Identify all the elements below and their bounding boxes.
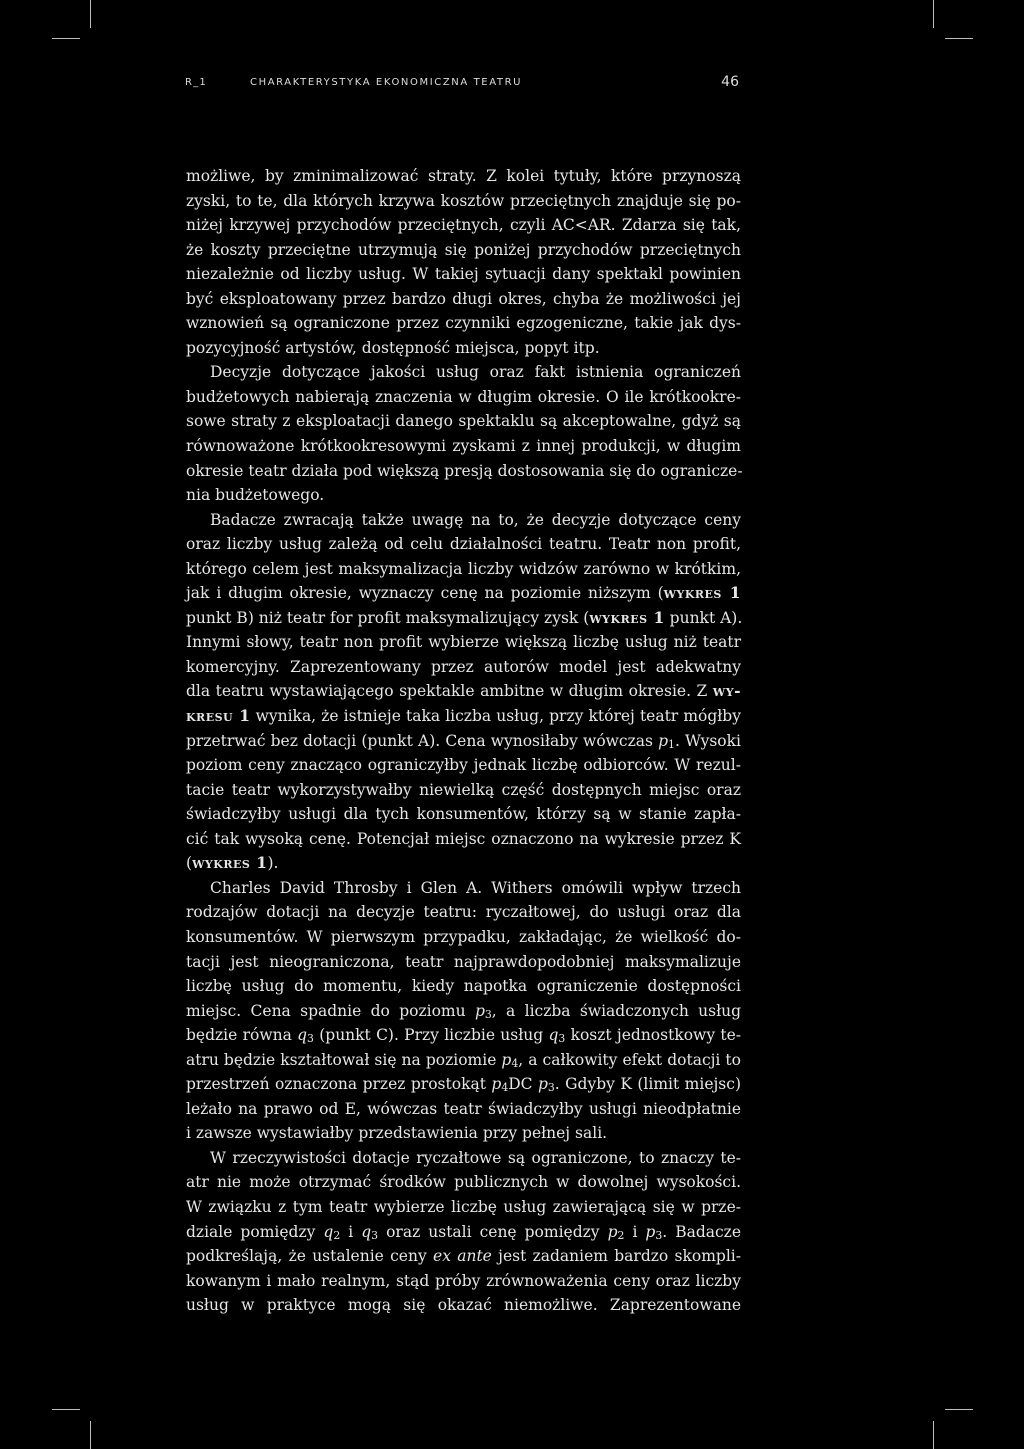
figure-reference: wykres 1	[192, 853, 268, 873]
crop-mark-bottom-left-vertical	[90, 1421, 91, 1449]
crop-mark-top-left-horizontal	[52, 38, 80, 39]
text-line: Charles David Throsby i Glen A. Withers omówili wpływ trzech	[210, 878, 741, 897]
text-line: sowe straty z eksploatacji danego spektaklu są akceptowalne, gdyż są	[186, 412, 741, 431]
text-line: tacie teatr wykorzystywałby niewielką część dostępnych miejsc oraz	[186, 780, 741, 799]
text-line: niezależnie od liczby usług. W takiej sytuacji dany spektakl powinien	[186, 265, 741, 284]
text-line: cić tak wysoką cenę. Potencjał miejsc oznaczono na wykresie przez K	[186, 829, 741, 848]
text-line: pozycyjność artystów, dostępność miejsca, popyt itp.	[186, 338, 600, 357]
running-header	[185, 74, 739, 92]
section-label: R_1	[185, 77, 207, 88]
text-line: usług w praktyce mogą się okazać niemożliwe. Zaprezentowane	[186, 1296, 741, 1315]
figure-reference: wykres 1	[663, 583, 741, 603]
text-line: zyski, to te, dla których krzywa kosztów przeciętnych znajduje się po-	[186, 191, 741, 210]
text-line: Decyzje dotyczące jakości usług oraz fakt istnienia ograniczeń	[210, 363, 741, 382]
text-line: W związku z tym teatr wybierze liczbę usług zawierającą się w prze-	[186, 1197, 741, 1216]
text-line: kresu 1 wynika, że istnieje taka liczba usług, przy której teatr mógłby	[186, 706, 741, 726]
text-line: którego celem jest maksymalizacja liczby widzów zarówno w krótkim,	[186, 559, 741, 578]
text-line: oraz liczby usług zależą od celu działalności teatru. Teatr non profit,	[186, 535, 741, 554]
text-line: przestrzeń oznaczona przez prostokąt $p_4DC$ $p_3$. Gdyby K (limit miejsc)	[186, 1075, 741, 1095]
crop-mark-top-right-horizontal	[945, 38, 973, 39]
text-line: przetrwać bez dotacji (punkt A). Cena wynosiłaby wówczas $p_1$. Wysoki	[186, 731, 741, 751]
text-line: Innymi słowy, teatr non profit wybierze większą liczbę usług niż teatr	[186, 633, 741, 652]
text-line: i zawsze wystawiałby przedstawienia przy pełnej sali.	[186, 1124, 608, 1143]
text-line: nia budżetowego.	[186, 486, 325, 505]
crop-mark-top-left-vertical	[90, 0, 91, 28]
text-line: równoważone krótkookresowymi zyskami z innej produkcji, w długim	[186, 437, 741, 456]
text-line: dziale pomiędzy $q_2$ i $q_3$ oraz ustali cenę pomiędzy $p_2$ i $p_3$. Badacze	[186, 1222, 742, 1242]
text-line: podkreślają, że ustalenie ceny ex ante jest zadaniem bardzo skompli-	[186, 1247, 741, 1266]
text-line: atr nie może otrzymać środków publicznych w dowolnej wysokości.	[186, 1173, 741, 1192]
text-line: liczbę usług do momentu, kiedy napotka ograniczenie dostępności	[186, 977, 741, 996]
text-line: Badacze zwracają także uwagę na to, że decyzje dotyczące ceny	[210, 510, 741, 529]
figure-reference: kresu 1	[186, 706, 251, 726]
figure-reference: wy-	[712, 681, 741, 701]
text-line: kowanym i mało realnym, stąd próby zrównoważenia ceny oraz liczby	[186, 1271, 741, 1290]
text-line: W rzeczywistości dotacje ryczałtowe są ograniczone, to znaczy te-	[210, 1148, 741, 1167]
text-line: niżej krzywej przychodów przeciętnych, czyli AC<AR. Zdarza się tak,	[186, 216, 741, 235]
figure-reference: wykres 1	[589, 607, 665, 627]
text-line: jak i długim okresie, wyznaczy cenę na poziomie niższym (wykres 1	[186, 583, 741, 603]
text-line: rodzajów dotacji na decyzje teatru: ryczałtowej, do usługi oraz dla	[186, 903, 741, 922]
crop-mark-top-right-vertical	[933, 0, 934, 28]
text-line: punkt B) niż teatr for profit maksymalizujący zysk (wykres 1 punkt A).	[186, 607, 743, 627]
text-line: komercyjny. Zaprezentowany przez autorów model jest adekwatny	[186, 657, 741, 676]
crop-mark-bottom-right-horizontal	[945, 1409, 973, 1410]
text-line: wznowień są ograniczone przez czynniki egzogeniczne, takie jak dys-	[186, 314, 741, 333]
text-line: być eksploatowany przez bardzo długi okres, chyba że możliwości jej	[186, 289, 741, 308]
text-line: poziom ceny znacząco ograniczyłby jednak liczbę odbiorców. W rezul-	[186, 756, 741, 775]
text-line: miejsc. Cena spadnie do poziomu $p_3$, a liczba świadczonych usług	[186, 1001, 742, 1021]
text-line: będzie równa $q_3$ (punkt C). Przy liczbie usług $q_3$ koszt jednostkowy te-	[186, 1026, 741, 1046]
crop-mark-bottom-left-horizontal	[52, 1409, 80, 1410]
text-line: możliwe, by zminimalizować straty. Z kolei tytuły, które przynoszą	[186, 167, 741, 185]
text-line: konsumentów. W pierwszym przypadku, zakładając, że wielkość do-	[186, 927, 741, 946]
text-line: że koszty przeciętne utrzymują się poniżej przychodów przeciętnych	[186, 240, 741, 259]
running-title: CHARAKTERYSTYKA EKONOMICZNA TEATRU	[250, 77, 523, 88]
page-number: 46	[721, 74, 739, 90]
text-line: atru będzie kształtował się na poziomie $p_4$, a całkowity efekt dotacji to	[186, 1050, 741, 1070]
text-line: budżetowych nabierają znaczenia w długim okresie. O ile krótkookre-	[186, 387, 741, 406]
text-line: (wykres 1).	[186, 853, 279, 873]
body-text	[186, 164, 741, 1318]
text-line: tacji jest nieograniczona, teatr najprawdopodobniej maksymalizuje	[186, 952, 741, 971]
text-line: dla teatru wystawiającego spektakle ambitne w długim okresie. Z wy-	[186, 681, 741, 701]
text-line: świadczyłby usługi dla tych konsumentów, którzy są w stanie zapła-	[186, 805, 741, 824]
text-line: okresie teatr działa pod większą presją dostosowania się do ogranicze-	[186, 461, 743, 480]
text-line: leżało na prawo od E, wówczas teatr świadczyłby usługi nieodpłatnie	[186, 1099, 741, 1118]
crop-mark-bottom-right-vertical	[933, 1421, 934, 1449]
